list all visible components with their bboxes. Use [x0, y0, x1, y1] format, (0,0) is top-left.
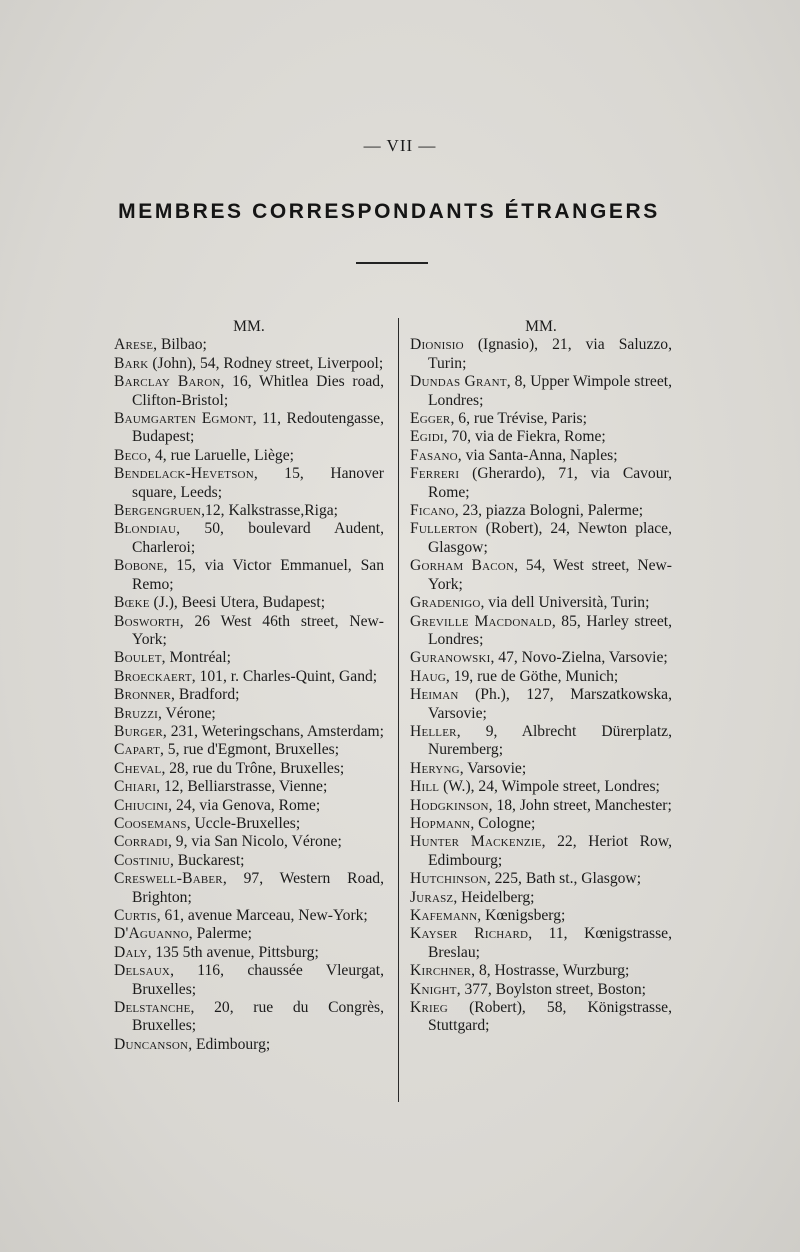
member-name: Duncanson: [114, 1035, 189, 1053]
member-address: (Gherardo), 71, via Cavour, Rome;: [428, 465, 672, 501]
page-number: — VII —: [363, 136, 437, 155]
member-address: , 15, Hanover square, Leeds;: [132, 465, 384, 501]
member-name: Bosworth: [114, 612, 180, 630]
member-name: Hodgkinson: [410, 796, 489, 814]
list-item: [114, 465, 384, 502]
member-address: (W.), 24, Wimpole street, Londres;: [439, 778, 660, 796]
member-address: , 225, Bath st., Glasgow;: [486, 870, 642, 888]
list-item: [410, 336, 672, 373]
member-name: Hunter Mackenzie: [410, 833, 542, 851]
member-name: Delstanche: [114, 999, 191, 1017]
member-address: , Cologne;: [470, 814, 536, 832]
column-header: MM.: [233, 318, 265, 335]
member-address: , 12, Belliarstrasse, Vienne;: [156, 778, 328, 796]
list-item: [114, 760, 384, 778]
member-address: , via dell Università, Turin;: [480, 594, 650, 612]
member-name: Ferreri: [410, 465, 460, 483]
list-item: [114, 723, 384, 741]
member-name: Baumgarten Egmont: [114, 410, 253, 428]
list-item: [114, 1036, 384, 1054]
member-address: (J.), Beesi Utera, Budapest;: [149, 594, 326, 612]
member-address: , 5, rue d'Egmont, Bruxelles;: [160, 741, 340, 759]
member-address: (John), 54, Rodney street, Liverpool;: [148, 354, 384, 372]
member-address: , 8, Upper Wimpole street, Londres;: [428, 373, 672, 409]
list-item: [410, 760, 672, 778]
list-item: [114, 815, 384, 833]
member-address: , 16, Whitlea Dies road, Clifton-Bristol;: [132, 373, 384, 409]
member-name: Guranowski: [410, 649, 491, 667]
list-item: [114, 336, 384, 354]
member-address: , Kœnigsberg;: [477, 907, 566, 924]
member-address: , Uccle-Bruxelles;: [186, 814, 301, 832]
member-name: Fullerton: [410, 520, 478, 538]
list-item: [114, 668, 384, 686]
list-item: [410, 981, 672, 999]
member-name: Dundas Grant: [410, 373, 507, 391]
list-item: [114, 852, 384, 870]
member-address: , 97, Western Road, Brighton;: [132, 870, 384, 906]
list-item: [410, 649, 672, 667]
member-address: , Palerme;: [188, 925, 253, 943]
member-address: , Bradford;: [171, 686, 240, 704]
right-column: [410, 318, 672, 1036]
member-name: Kayser Richard: [410, 925, 529, 943]
member-address: , 20, rue du Congrès, Bruxelles;: [132, 999, 384, 1035]
member-name: Chiari: [114, 778, 157, 796]
member-address: , 11, Kœnigstrasse, Breslau;: [428, 925, 672, 961]
member-address: , 54, West street, New-York;: [428, 557, 672, 593]
member-address: , 22, Heriot Row, Edimbourg;: [428, 833, 672, 869]
member-name: Kafemann: [410, 907, 478, 924]
member-name: Arese: [114, 336, 154, 354]
list-item: [114, 870, 384, 907]
list-item: [410, 447, 672, 465]
member-address: , Vérone;: [157, 704, 216, 722]
member-name: Heryng: [410, 759, 460, 777]
list-item: [410, 520, 672, 557]
member-address: , 9, via San Nicolo, Vérone;: [167, 833, 342, 851]
member-address: , 19, rue de Göthe, Munich;: [445, 667, 619, 685]
list-item: [410, 613, 672, 650]
member-address: , 23, piazza Bologni, Palerme;: [454, 502, 644, 520]
member-name: Dionisio: [410, 336, 464, 354]
member-name: Bergengruen: [114, 502, 202, 520]
list-item: [410, 907, 672, 925]
member-address: , 85, Harley street, Londres;: [428, 612, 672, 648]
list-item: [114, 373, 384, 410]
member-name: D'Aguanno: [114, 925, 189, 943]
member-name: Capart: [114, 741, 160, 759]
list-item: [114, 594, 384, 612]
member-name: Coosemans: [114, 814, 187, 832]
list-item: [410, 723, 672, 760]
list-item: [114, 447, 384, 465]
member-name: Blondiau: [114, 520, 177, 538]
member-name: Heiman: [410, 686, 459, 704]
title-rule: [356, 262, 428, 264]
member-name: Bœke: [114, 594, 150, 612]
member-name: Corradi: [114, 833, 168, 851]
list-item: [410, 833, 672, 870]
list-item: [114, 999, 384, 1036]
list-item: [114, 962, 384, 999]
member-address: ,12, Kalkstrasse,Riga;: [201, 502, 339, 520]
list-item: [410, 594, 672, 612]
member-address: , Edimbourg;: [188, 1035, 271, 1053]
member-address: , 24, via Genova, Rome;: [168, 796, 321, 814]
entry-list: [114, 336, 384, 1054]
list-item: [114, 705, 384, 723]
member-address: (Robert), 24, Newton place, Glasgow;: [428, 520, 672, 556]
member-name: Krieg: [410, 999, 448, 1017]
list-item: [410, 797, 672, 815]
member-address: , 18, John street, Manchester;: [488, 796, 672, 814]
list-item: [114, 502, 384, 520]
member-name: Egger: [410, 410, 451, 428]
member-address: , 4, rue Laruelle, Liège;: [147, 446, 294, 464]
member-name: Fasano: [410, 446, 458, 464]
member-address: , 101, r. Charles-Quint, Gand;: [191, 667, 378, 685]
list-item: [114, 557, 384, 594]
member-address: , via Santa-Anna, Naples;: [457, 446, 618, 464]
member-name: Costiniu: [114, 851, 170, 869]
list-item: [114, 797, 384, 815]
page-title: MEMBRES CORRESPONDANTS ÉTRANGERS: [118, 200, 660, 223]
member-address: , 15, via Victor Emmanuel, San Remo;: [132, 557, 384, 593]
member-address: , Bilbao;: [153, 336, 207, 354]
member-name: Greville Macdonald: [410, 612, 552, 630]
member-name: Jurasz: [410, 888, 454, 906]
member-address: , 135 5th avenue, Pittsburg;: [147, 943, 319, 961]
member-name: Boulet: [114, 649, 162, 667]
member-address: , 28, rue du Trône, Bruxelles;: [161, 759, 345, 777]
list-item: [114, 833, 384, 851]
member-address: , 26 West 46th street, New-York;: [132, 612, 384, 648]
member-address: , Montréal;: [161, 649, 231, 667]
list-item: [410, 428, 672, 446]
member-name: Bendelack-Hevetson: [114, 465, 254, 483]
list-item: [114, 741, 384, 759]
member-name: Barclay Baron: [114, 373, 221, 391]
member-address: , Heidelberg;: [453, 888, 535, 906]
member-name: Bobone: [114, 557, 164, 575]
list-item: [410, 557, 672, 594]
list-item: [410, 668, 672, 686]
entry-list: [410, 336, 672, 1035]
list-item: [410, 999, 672, 1036]
member-name: Bark: [114, 354, 149, 372]
member-name: Hutchinson: [410, 870, 487, 888]
list-item: [410, 815, 672, 833]
list-item: [114, 907, 384, 925]
member-name: Curtis: [114, 907, 157, 924]
member-name: Chiucini: [114, 796, 169, 814]
member-name: Beco: [114, 446, 148, 464]
list-item: [114, 649, 384, 667]
list-item: [114, 520, 384, 557]
member-address: , 9, Albrecht Dürerplatz, Nuremberg;: [428, 722, 672, 759]
member-address: (Robert), 58, Königstrasse, Stuttgard;: [428, 999, 672, 1035]
member-address: (Ph.), 127, Marszatkowska, Varsovie;: [428, 686, 672, 722]
list-item: [410, 686, 672, 723]
member-address: , 47, Novo-Zielna, Varsovie;: [490, 649, 668, 667]
member-name: Delsaux: [114, 962, 171, 980]
list-item: [410, 778, 672, 796]
member-name: Bronner: [114, 686, 172, 704]
member-address: , 231, Weteringschans, Amsterdam;: [162, 722, 384, 740]
member-address: (Ignasio), 21, via Saluzzo, Turin;: [428, 336, 672, 372]
column-divider: [398, 318, 399, 1102]
list-item: [410, 962, 672, 980]
member-name: Heller: [410, 722, 457, 740]
member-address: , Varsovie;: [459, 759, 527, 777]
member-name: Ficano: [410, 502, 455, 520]
list-item: [114, 686, 384, 704]
member-address: , 6, rue Trévise, Paris;: [450, 410, 587, 428]
list-item: [114, 410, 384, 447]
member-name: Cheval: [114, 759, 162, 777]
member-name: Bruzzi: [114, 704, 158, 722]
member-name: Gorham Bacon: [410, 557, 515, 575]
list-item: [410, 870, 672, 888]
member-name: Hopmann: [410, 814, 471, 832]
member-name: Knight: [410, 980, 457, 998]
list-item: [114, 778, 384, 796]
member-name: Gradenigo: [410, 594, 481, 612]
member-name: Burger: [114, 722, 163, 740]
member-name: Hill: [410, 778, 440, 796]
member-address: , 8, Hostrasse, Wurzburg;: [471, 962, 630, 980]
member-address: , 70, via de Fiekra, Rome;: [443, 428, 606, 446]
member-name: Egidi: [410, 428, 444, 446]
member-name: Creswell-Baber: [114, 870, 223, 888]
list-item: [114, 925, 384, 943]
list-item: [114, 613, 384, 650]
list-item: [114, 355, 384, 373]
list-item: [410, 410, 672, 428]
list-item: [114, 944, 384, 962]
list-item: [410, 465, 672, 502]
member-address: , 377, Boylston street, Boston;: [456, 980, 646, 998]
column-header: MM.: [525, 318, 557, 335]
left-column: [114, 318, 384, 1054]
list-item: [410, 373, 672, 410]
member-address: , 116, chaussée Vleurgat, Bruxelles;: [132, 962, 384, 998]
member-address: , 11, Redoutengasse, Budapest;: [132, 410, 384, 446]
member-name: Kirchner: [410, 962, 472, 980]
member-name: Haug: [410, 667, 446, 685]
member-name: Broeckaert: [114, 667, 192, 685]
member-name: Daly: [114, 943, 148, 961]
list-item: [410, 925, 672, 962]
member-address: , 61, avenue Marceau, New-York;: [156, 907, 368, 924]
member-address: , Buckarest;: [170, 851, 245, 869]
member-address: , 50, boulevard Audent, Charleroi;: [132, 520, 384, 556]
list-item: [410, 502, 672, 520]
list-item: [410, 889, 672, 907]
